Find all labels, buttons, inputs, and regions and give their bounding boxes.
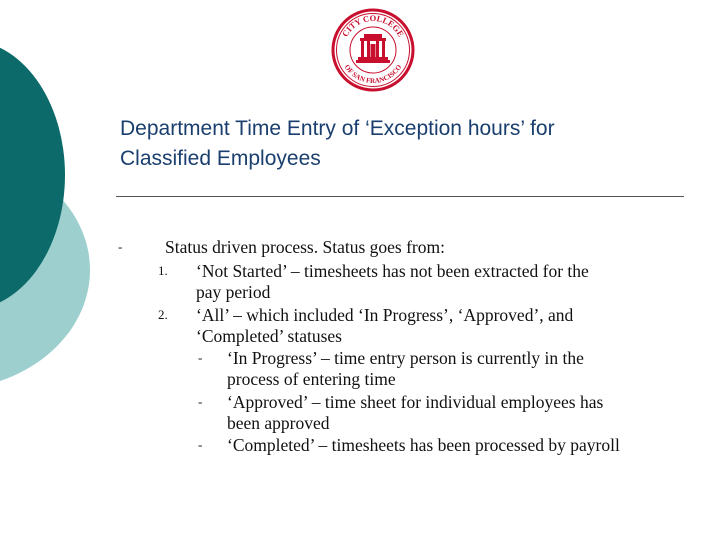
sub-item-2-line-2: been approved [227, 413, 330, 433]
sub-item-3-line-1: ‘Completed’ – timesheets has been processed by payroll [227, 435, 620, 455]
title-line-1: Department Time Entry of ‘Exception hours’ for [120, 117, 555, 140]
sub-item-1-line-2: process of entering time [227, 369, 396, 389]
title-line-2: Classified Employees [120, 147, 321, 170]
sub-item-marker-2: - [198, 394, 203, 409]
sub-item-1-line-1: ‘In Progress’ – time entry person is currently in the [227, 348, 584, 368]
list-item-marker-2: 2. [158, 307, 168, 322]
list-item-marker-1: 1. [158, 263, 168, 278]
list-item-2-line-2: ‘Completed’ statuses [196, 326, 342, 346]
sub-item-marker-3: - [198, 437, 203, 452]
logo-bottom-text: OF SAN FRANCISCO [342, 63, 404, 86]
logo-top-text: CITY COLLEGE [339, 12, 407, 39]
list-item-2-line-1: ‘All’ – which included ‘In Progress’, ‘Approved’, and [196, 305, 574, 325]
intro-text: Status driven process. Status goes from: [165, 237, 445, 257]
bullet-marker: - [118, 239, 123, 254]
sub-item-marker-1: - [198, 350, 203, 365]
sub-item-2-line-1: ‘Approved’ – time sheet for individual employees has [227, 392, 604, 412]
list-item-1-line-2: pay period [196, 282, 271, 302]
list-item-1-line-1: ‘Not Started’ – timesheets has not been extracted for the [196, 261, 589, 281]
